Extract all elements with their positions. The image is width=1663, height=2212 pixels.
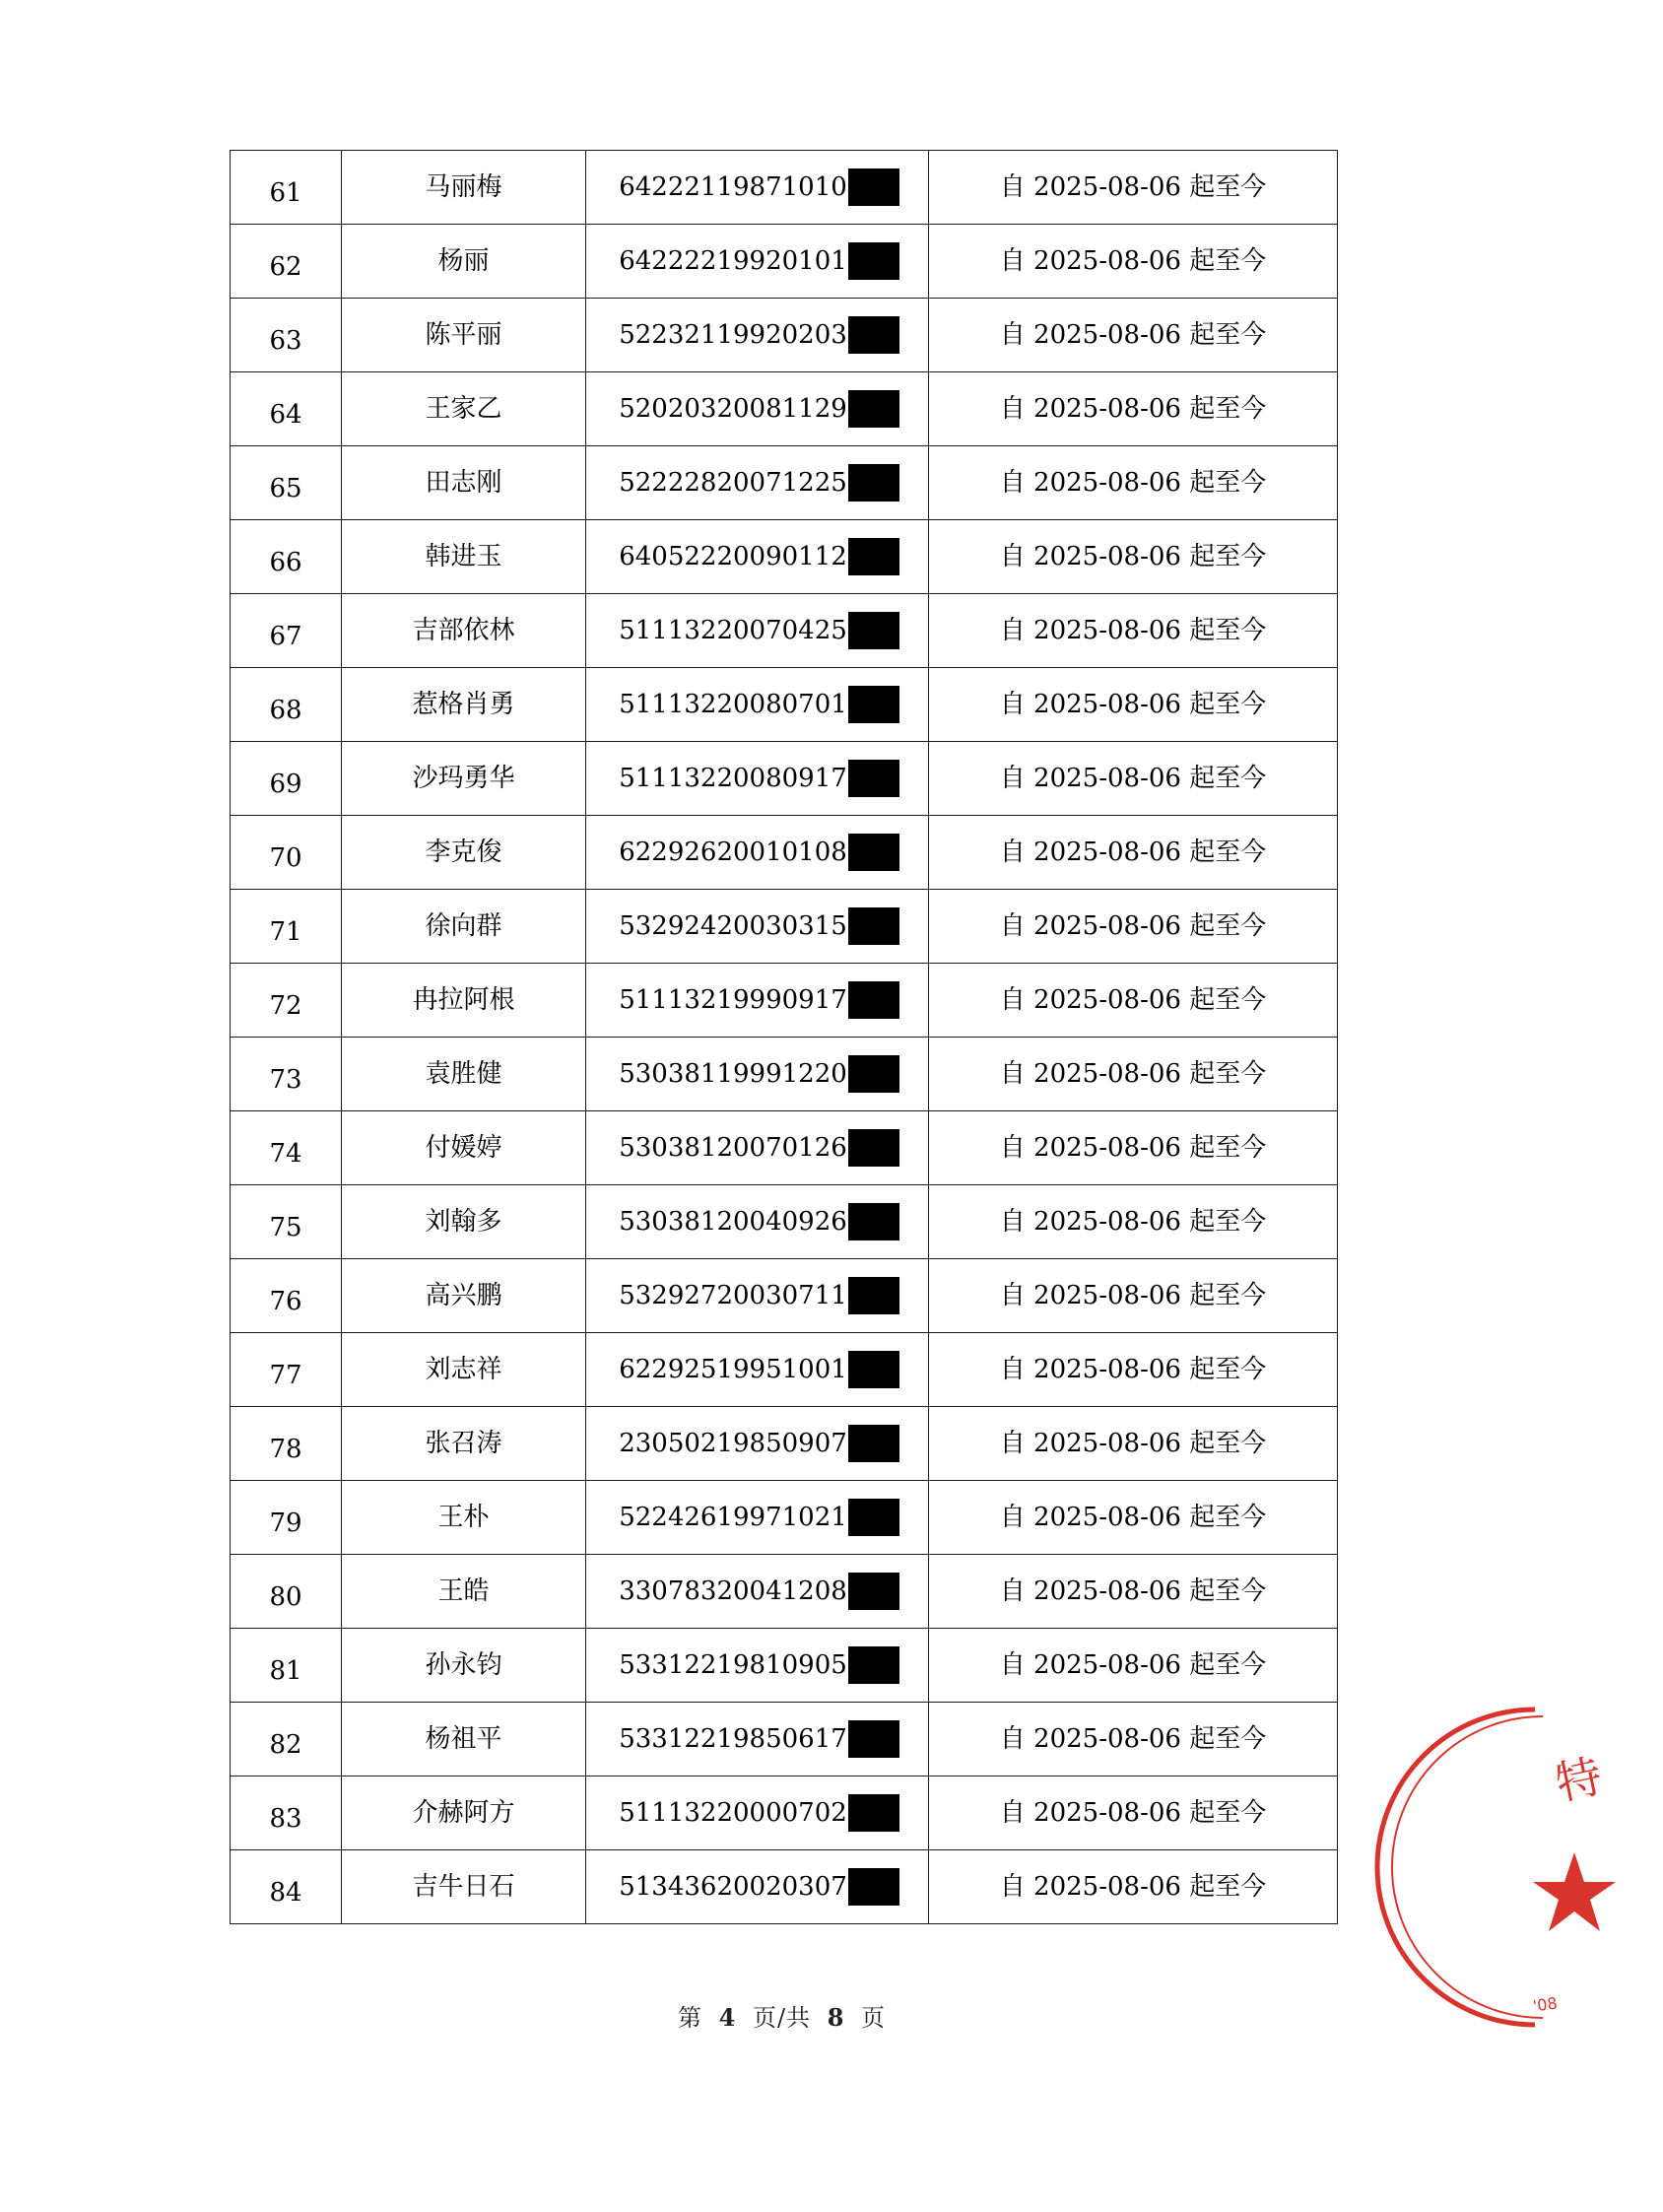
id-number-visible: 52232119920203 [619, 320, 847, 350]
period-cell [929, 964, 1338, 1038]
row-number-cell [231, 1629, 342, 1703]
person-name: 徐向群 [425, 911, 502, 941]
row-number-cell [231, 299, 342, 372]
table-row [231, 816, 1338, 890]
id-number [619, 1720, 899, 1758]
redaction-block [848, 1794, 899, 1832]
id-number-visible: 51113220080701 [619, 690, 847, 719]
id-number-visible: 64222219920101 [619, 246, 847, 276]
name-cell [342, 1703, 586, 1776]
id-number-cell [586, 1038, 929, 1111]
period-cell [929, 742, 1338, 816]
id-number-cell [586, 816, 929, 890]
row-number-cell [231, 742, 342, 816]
id-number-cell [586, 1776, 929, 1850]
period-text: 自 2025-08-06 起至今 [999, 1281, 1267, 1310]
person-name: 孙永钧 [425, 1650, 502, 1680]
period-text: 自 2025-08-06 起至今 [999, 1133, 1267, 1163]
period-text: 自 2025-08-06 起至今 [999, 394, 1267, 424]
table-row [231, 225, 1338, 299]
table-row [231, 742, 1338, 816]
redaction-block [848, 464, 899, 502]
row-number-cell [231, 1333, 342, 1407]
redaction-block [848, 1203, 899, 1240]
id-number [619, 538, 899, 575]
redaction-block [848, 1277, 899, 1314]
id-number-visible: 52020320081129 [619, 394, 847, 424]
period-text: 自 2025-08-06 起至今 [999, 985, 1267, 1015]
page-footer [0, 1998, 1563, 2033]
person-name: 沙玛勇华 [412, 764, 515, 793]
total-pages-number: 8 [827, 2003, 845, 2032]
row-number-cell [231, 1555, 342, 1629]
redaction-block [848, 168, 899, 206]
id-number [619, 907, 899, 945]
id-number [619, 390, 899, 428]
row-number-cell [231, 1407, 342, 1481]
name-cell [342, 1555, 586, 1629]
id-number-cell [586, 1850, 929, 1924]
table-row [231, 1555, 1338, 1629]
id-number [619, 1499, 899, 1536]
id-number-visible: 51113220070425 [619, 616, 847, 645]
id-number [619, 1129, 899, 1167]
id-number-visible: 33078320041208 [619, 1576, 847, 1606]
name-cell [342, 372, 586, 446]
table-row [231, 1259, 1338, 1333]
row-number-cell [231, 1038, 342, 1111]
id-number [619, 612, 899, 649]
id-number [619, 1794, 899, 1832]
period-cell [929, 816, 1338, 890]
table-row [231, 1038, 1338, 1111]
person-name: 刘志祥 [425, 1355, 502, 1384]
id-number-cell [586, 594, 929, 668]
row-number: 80 [269, 1582, 302, 1612]
row-number: 70 [269, 843, 302, 873]
row-number: 74 [269, 1139, 302, 1169]
period-cell [929, 668, 1338, 742]
id-number-cell [586, 151, 929, 225]
footer-suffix: 页 [861, 2004, 887, 2032]
id-number [619, 1573, 899, 1610]
name-cell [342, 1185, 586, 1259]
period-cell [929, 890, 1338, 964]
row-number: 83 [269, 1804, 302, 1834]
seal-star [1533, 1852, 1616, 1931]
redaction-block [848, 316, 899, 354]
seal-ring [1377, 1709, 1535, 2025]
row-number: 66 [269, 548, 302, 577]
row-number: 69 [269, 770, 302, 799]
current-page-number: 4 [718, 2003, 737, 2032]
id-number-visible: 51343620020307 [619, 1872, 847, 1902]
row-number: 82 [269, 1730, 302, 1760]
name-cell [342, 1038, 586, 1111]
row-number-cell [231, 372, 342, 446]
period-cell [929, 151, 1338, 225]
id-number-visible: 53312219810905 [619, 1650, 847, 1680]
footer-middle: 页/共 [752, 2004, 812, 2032]
table-row [231, 151, 1338, 225]
period-text: 自 2025-08-06 起至今 [999, 1207, 1267, 1237]
row-number-cell [231, 1259, 342, 1333]
footer-prefix: 第 [677, 2004, 702, 2032]
person-name: 张召涛 [425, 1429, 502, 1458]
redaction-block [848, 907, 899, 945]
name-cell [342, 299, 586, 372]
person-name: 刘翰多 [425, 1207, 502, 1237]
row-number: 75 [269, 1213, 302, 1242]
row-number: 71 [269, 917, 302, 947]
id-number-cell [586, 964, 929, 1038]
id-number [619, 1351, 899, 1388]
period-cell [929, 1111, 1338, 1185]
table-row [231, 1185, 1338, 1259]
redaction-block [848, 1129, 899, 1167]
row-number-cell [231, 1776, 342, 1850]
person-name: 陈平丽 [425, 320, 502, 350]
seal-glyph: 特 [1551, 1749, 1607, 1811]
table-row [231, 446, 1338, 520]
period-cell [929, 446, 1338, 520]
id-number-cell [586, 299, 929, 372]
person-name: 杨丽 [437, 246, 490, 276]
row-number-cell [231, 1481, 342, 1555]
id-number-cell [586, 1185, 929, 1259]
id-number-cell [586, 1407, 929, 1481]
row-number-cell [231, 151, 342, 225]
redaction-block [848, 686, 899, 723]
period-text: 自 2025-08-06 起至今 [999, 1503, 1267, 1532]
id-number-visible: 53038120070126 [619, 1133, 847, 1163]
name-cell [342, 1111, 586, 1185]
period-cell [929, 1333, 1338, 1407]
row-number: 65 [269, 474, 302, 503]
period-text: 自 2025-08-06 起至今 [999, 1429, 1267, 1458]
row-number: 76 [269, 1287, 302, 1316]
period-cell [929, 1259, 1338, 1333]
row-number: 62 [269, 252, 302, 282]
redaction-block [848, 538, 899, 575]
id-number [619, 981, 899, 1019]
id-number-visible: 51113219990917 [619, 985, 847, 1015]
person-name: 吉部依林 [412, 616, 515, 645]
id-number-cell [586, 1703, 929, 1776]
id-number-cell [586, 1555, 929, 1629]
redaction-block [848, 981, 899, 1019]
row-number-cell [231, 446, 342, 520]
row-number: 81 [269, 1656, 302, 1686]
table-row [231, 668, 1338, 742]
redaction-block [848, 1868, 899, 1906]
person-name: 田志刚 [425, 468, 502, 498]
period-cell [929, 299, 1338, 372]
period-cell [929, 1555, 1338, 1629]
row-number: 77 [269, 1361, 302, 1390]
id-number [619, 168, 899, 206]
id-number [619, 1646, 899, 1684]
name-cell [342, 225, 586, 299]
redaction-block [848, 1499, 899, 1536]
period-cell [929, 1776, 1338, 1850]
seal-number-fragment: '08 [1531, 1993, 1559, 2016]
period-text: 自 2025-08-06 起至今 [999, 172, 1267, 202]
id-number-cell [586, 1111, 929, 1185]
id-number [619, 1055, 899, 1093]
period-cell [929, 1481, 1338, 1555]
id-number-cell [586, 890, 929, 964]
redaction-block [848, 612, 899, 649]
id-number-visible: 23050219850907 [619, 1429, 847, 1458]
redaction-block [848, 1573, 899, 1610]
person-name: 马丽梅 [425, 172, 502, 202]
person-name: 冉拉阿根 [412, 985, 515, 1015]
table-row [231, 964, 1338, 1038]
period-text: 自 2025-08-06 起至今 [999, 911, 1267, 941]
period-text: 自 2025-08-06 起至今 [999, 1650, 1267, 1680]
row-number: 79 [269, 1508, 302, 1538]
redaction-block [848, 760, 899, 797]
row-number-cell [231, 964, 342, 1038]
row-number: 64 [269, 400, 302, 430]
personnel-table [230, 150, 1338, 1924]
id-number-cell [586, 520, 929, 594]
period-text: 自 2025-08-06 起至今 [999, 1059, 1267, 1089]
name-cell [342, 446, 586, 520]
id-number-cell [586, 225, 929, 299]
period-cell [929, 594, 1338, 668]
person-name: 韩进玉 [425, 542, 502, 571]
table-row [231, 372, 1338, 446]
name-cell [342, 1333, 586, 1407]
table-row [231, 594, 1338, 668]
redaction-block [848, 1646, 899, 1684]
period-text: 自 2025-08-06 起至今 [999, 468, 1267, 498]
table-row [231, 299, 1338, 372]
name-cell [342, 1850, 586, 1924]
redaction-block [848, 1351, 899, 1388]
row-number-cell [231, 225, 342, 299]
id-number [619, 760, 899, 797]
id-number-cell [586, 1629, 929, 1703]
id-number-visible: 53312219850617 [619, 1724, 847, 1754]
row-number: 72 [269, 991, 302, 1021]
id-number-visible: 52242619971021 [619, 1503, 847, 1532]
person-name: 王家乙 [425, 394, 502, 424]
id-number [619, 316, 899, 354]
period-text: 自 2025-08-06 起至今 [999, 1355, 1267, 1384]
period-cell [929, 520, 1338, 594]
person-name: 杨祖平 [425, 1724, 502, 1754]
person-name: 介赫阿方 [412, 1798, 515, 1828]
table-row [231, 1333, 1338, 1407]
row-number: 73 [269, 1065, 302, 1095]
name-cell [342, 964, 586, 1038]
redaction-block [848, 834, 899, 871]
name-cell [342, 668, 586, 742]
period-cell [929, 1629, 1338, 1703]
period-cell [929, 1850, 1338, 1924]
period-cell [929, 372, 1338, 446]
person-name: 高兴鹏 [425, 1281, 502, 1310]
id-number [619, 834, 899, 871]
id-number-visible: 53292720030711 [619, 1281, 847, 1310]
period-text: 自 2025-08-06 起至今 [999, 542, 1267, 571]
name-cell [342, 890, 586, 964]
table-row [231, 1776, 1338, 1850]
name-cell [342, 816, 586, 890]
table-row [231, 1481, 1338, 1555]
redaction-block [848, 1055, 899, 1093]
id-number-visible: 53038119991220 [619, 1059, 847, 1089]
period-text: 自 2025-08-06 起至今 [999, 838, 1267, 867]
person-name: 吉牛日石 [412, 1872, 515, 1902]
table-row [231, 1407, 1338, 1481]
id-number [619, 1868, 899, 1906]
row-number-cell [231, 594, 342, 668]
row-number-cell [231, 890, 342, 964]
row-number: 68 [269, 696, 302, 725]
id-number-visible: 51113220000702 [619, 1798, 847, 1828]
id-number-visible: 53038120040926 [619, 1207, 847, 1237]
table-body [231, 151, 1338, 1924]
table-row [231, 1850, 1338, 1924]
table-row [231, 1629, 1338, 1703]
period-text: 自 2025-08-06 起至今 [999, 1798, 1267, 1828]
id-number [619, 1203, 899, 1240]
name-cell [342, 1407, 586, 1481]
id-number [619, 1425, 899, 1462]
period-text: 自 2025-08-06 起至今 [999, 1872, 1267, 1902]
row-number-cell [231, 1703, 342, 1776]
row-number-cell [231, 1111, 342, 1185]
row-number-cell [231, 816, 342, 890]
id-number [619, 686, 899, 723]
person-name: 王皓 [437, 1576, 490, 1606]
id-number-visible: 62292620010108 [619, 838, 847, 867]
name-cell [342, 151, 586, 225]
id-number [619, 464, 899, 502]
person-name: 王朴 [437, 1503, 490, 1532]
name-cell [342, 520, 586, 594]
redaction-block [848, 1720, 899, 1758]
id-number-visible: 62292519951001 [619, 1355, 847, 1384]
id-number-cell [586, 742, 929, 816]
redaction-block [848, 390, 899, 428]
id-number-visible: 52222820071225 [619, 468, 847, 498]
id-number-cell [586, 446, 929, 520]
person-name: 付媛婷 [425, 1133, 502, 1163]
row-number-cell [231, 520, 342, 594]
id-number-visible: 51113220080917 [619, 764, 847, 793]
name-cell [342, 1776, 586, 1850]
name-cell [342, 1259, 586, 1333]
period-text: 自 2025-08-06 起至今 [999, 764, 1267, 793]
id-number-cell [586, 668, 929, 742]
id-number-cell [586, 1481, 929, 1555]
table-row [231, 890, 1338, 964]
name-cell [342, 594, 586, 668]
official-seal-fragment [1525, 1705, 1663, 2030]
period-text: 自 2025-08-06 起至今 [999, 690, 1267, 719]
period-text: 自 2025-08-06 起至今 [999, 616, 1267, 645]
id-number-cell [586, 1259, 929, 1333]
period-cell [929, 1185, 1338, 1259]
period-text: 自 2025-08-06 起至今 [999, 246, 1267, 276]
table-row [231, 1111, 1338, 1185]
name-cell [342, 1481, 586, 1555]
person-name: 袁胜健 [425, 1059, 502, 1089]
period-text: 自 2025-08-06 起至今 [999, 1576, 1267, 1606]
row-number: 84 [269, 1878, 302, 1908]
row-number: 61 [269, 178, 302, 208]
table-row [231, 520, 1338, 594]
id-number [619, 1277, 899, 1314]
period-cell [929, 1703, 1338, 1776]
period-cell [929, 1407, 1338, 1481]
row-number: 67 [269, 622, 302, 651]
id-number [619, 242, 899, 280]
row-number-cell [231, 1850, 342, 1924]
table-row [231, 1703, 1338, 1776]
id-number-cell [586, 372, 929, 446]
name-cell [342, 1629, 586, 1703]
id-number-visible: 64222119871010 [619, 172, 847, 202]
person-name: 李克俊 [425, 838, 502, 867]
period-text: 自 2025-08-06 起至今 [999, 320, 1267, 350]
redaction-block [848, 1425, 899, 1462]
id-number-cell [586, 1333, 929, 1407]
period-cell [929, 1038, 1338, 1111]
name-cell [342, 742, 586, 816]
row-number: 63 [269, 326, 302, 356]
row-number-cell [231, 668, 342, 742]
person-name: 惹格肖勇 [412, 690, 515, 719]
period-text: 自 2025-08-06 起至今 [999, 1724, 1267, 1754]
id-number-visible: 53292420030315 [619, 911, 847, 941]
period-cell [929, 225, 1338, 299]
row-number: 78 [269, 1435, 302, 1464]
row-number-cell [231, 1185, 342, 1259]
redaction-block [848, 242, 899, 280]
id-number-visible: 64052220090112 [619, 542, 847, 571]
